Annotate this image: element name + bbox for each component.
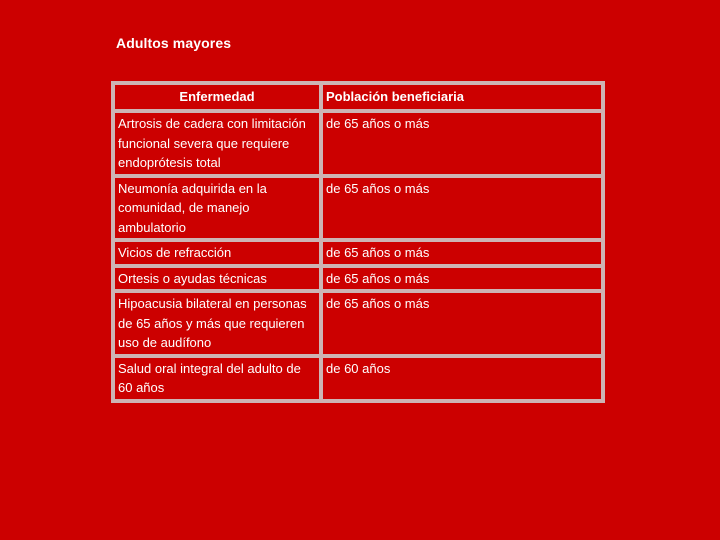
disease-cell: Artrosis de cadera con limitación funcional severa que requiere endoprótesis total [113, 111, 321, 176]
population-cell: de 65 años o más [321, 240, 603, 266]
table-row [113, 266, 603, 292]
table-row [113, 291, 603, 356]
column-header-enfermedad: Enfermedad [113, 83, 321, 111]
column-header-poblacion: Población beneficiaria [321, 83, 603, 111]
population-cell: de 60 años [321, 356, 603, 401]
population-cell: de 65 años o más [321, 291, 603, 356]
table-row [113, 240, 603, 266]
table-row [113, 176, 603, 241]
page-title: Adultos mayores [116, 35, 232, 51]
disease-cell: Ortesis o ayudas técnicas [113, 266, 321, 292]
disease-cell: Vicios de refracción [113, 240, 321, 266]
table-row [113, 356, 603, 401]
table-row [113, 111, 603, 176]
population-cell: de 65 años o más [321, 176, 603, 241]
population-cell: de 65 años o más [321, 111, 603, 176]
disease-cell: Hipoacusia bilateral en personas de 65 años y más que requieren uso de audífono [113, 291, 321, 356]
benefits-table [111, 81, 605, 403]
table-header-row [113, 83, 603, 111]
disease-cell: Salud oral integral del adulto de 60 años [113, 356, 321, 401]
disease-cell: Neumonía adquirida en la comunidad, de manejo ambulatorio [113, 176, 321, 241]
population-cell: de 65 años o más [321, 266, 603, 292]
